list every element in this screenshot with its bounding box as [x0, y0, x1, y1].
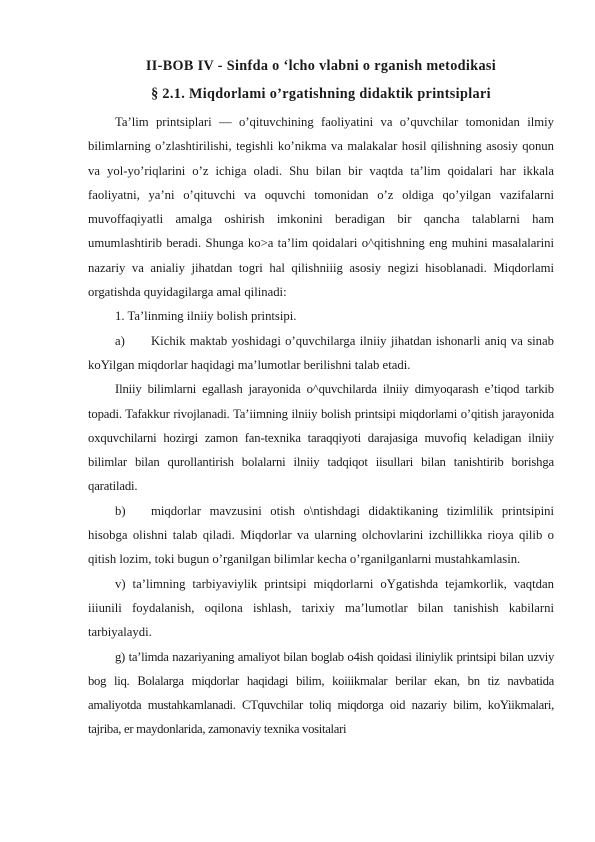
body-text: [88, 110, 554, 742]
intro-paragraph: Ta’lim printsiplari — o’qituvchining faoliyatini va o’quvchilar tomonidan ilmiy bilimlarning o’zlashtirilishi, tegishli ko’nikma va malakalar hosil qilishning asosiy qonun va yol-yo’riqlarini o’z ichiga oladi. Shu bilan bir vaqtda ta’lim qoidalari har ikkala faoliyatni, ya’ni o’qituvchi va oquvchi tomonidan o’z oldiga qo’yilgan vazifalarni muvoffaqiyatli amalga oshirish imkonini beradigan bir qancha talablarni ham umumlashtirib beradi. Shunga ko>a ta’lim qoidalari o^qitishning eng muhini masalalarini nazariy va anialiy jihatdan togri hal qilishniiig asosiy negizi hisoblanadi. Miqdorlami orgatishda quyidagilarga amal qilinadi:: [88, 115, 554, 300]
list-text-b: miqdorlar mavzusini otish o\ntishdagi didaktikaning tizimlilik printsipini hisobga olishni talab qiladi. Miqdorlar va ularning olchovlarini izchillikka rioya qilib o qitish lozim, toki bugun o’rganilgan bilimlar kecha o’rganilganlarni mustahkamlasin.: [88, 503, 554, 567]
section-title: § 2.1. Miqdorlami o’rgatishning didaktik printsiplari: [151, 86, 491, 102]
list-text-a: Kichik maktab yoshidagi o’quvchilarga ilniiy jihatdan ishonarli aniq va sinab koYilgan miqdorlar haqidagi ma’lumotlar berilishni talab etadi.: [88, 333, 554, 372]
list-item-b: [88, 499, 554, 572]
list-item-g: g) ta’limda nazariyaning amaliyot bilan boglab o4ish qoidasi iliniylik printsipi bilan uzviy bog liq. Bolalarga miqdorlar haqidagi bilim, koiiikmalar berilar ekan, bn tiz navbatida amaliyotda mustahkamlanadi. CTquvchilar toliq miqdorga oid nazariy bilim, koYiikmalari, tajriba, er maydonlarida, zamonaviy texnika vositalari: [88, 649, 554, 737]
science-paragraph: Ilniiy bilimlarni egallash jarayonida o^quvchilarda ilniiy dimyoqarash e’tiqod tarkib topadi. Tafakkur rivojlanadi. Ta’iimning ilniiy bolish printsipi miqdorlami o’qitish jarayonida oxquvchilarni hozirgi zamon fan-texnika taraqqiyoti darajasiga muvofiq keladigan ilniiy bilimlar bilan qurollantirish bolalarni ilniiy tadqiqot iisullari bilan tanishtirib borishga qaratiladi.: [88, 382, 554, 494]
list-item-a: [88, 329, 554, 378]
list-marker-b: b): [115, 503, 126, 518]
principle-1-heading: 1. Ta’linming ilniiy bolish printsipi.: [115, 309, 297, 324]
chapter-title: II-BOB IV - Sinfda o ‘lcho vlabni o rganish metodikasi: [145, 58, 497, 74]
list-item-v: v) ta’limning tarbiyaviylik printsipi miqdorlarni oYgatishda tejamkorlik, vaqtdan iiiunili foydalanish, oqilona ishlash, tarixiy ma’lumotlar bilan tanishish kabilarni tarbiyalaydi.: [88, 576, 554, 640]
list-marker-a: a): [115, 333, 125, 348]
